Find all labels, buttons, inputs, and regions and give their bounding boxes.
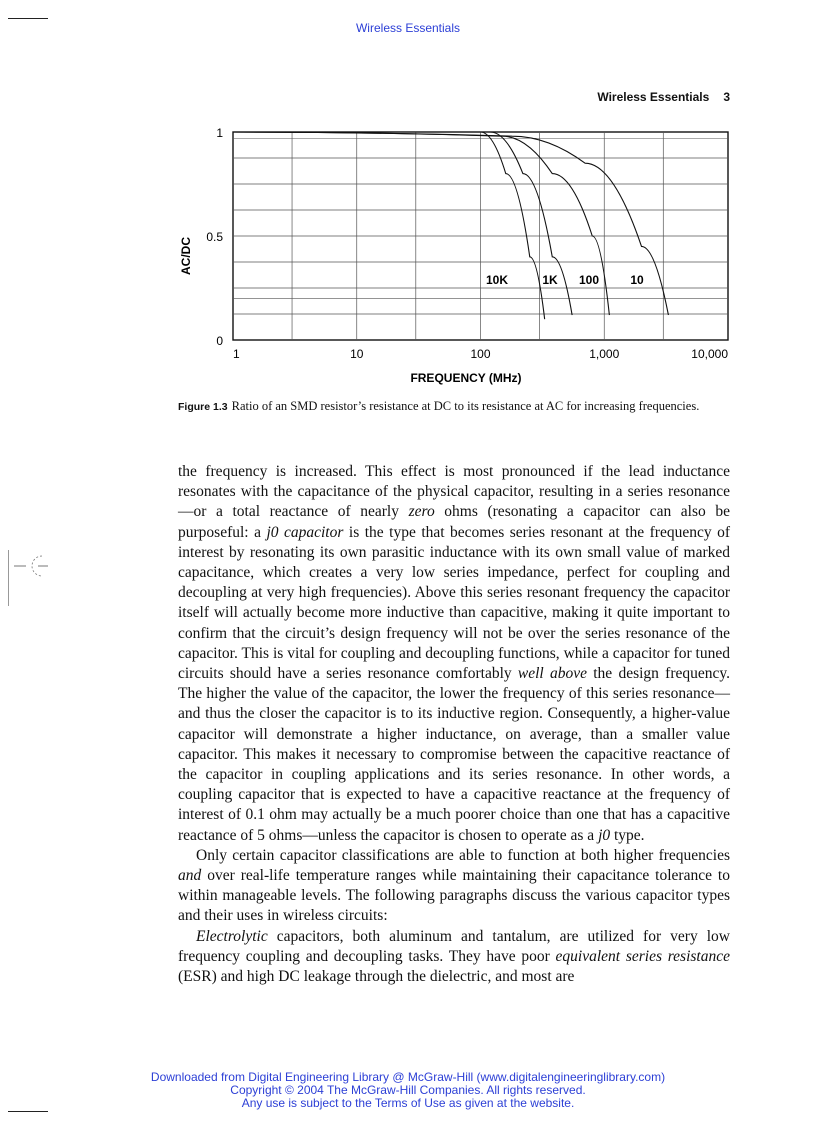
crop-mark-bottom-left (8, 1111, 48, 1112)
figure-caption (178, 400, 708, 414)
x-tick-label: 10,000 (691, 347, 728, 361)
paragraph-3 (178, 927, 730, 988)
p2-emph-and: and (178, 867, 202, 885)
registration-mark (8, 550, 58, 610)
running-head (597, 90, 730, 104)
p3-text-2: (ESR) and high DC leakage through the dielectric, and most are (178, 968, 575, 986)
curve-label-1k: 1K (542, 272, 558, 287)
y-tick-label: 0 (216, 334, 223, 348)
series-line-1k (233, 132, 572, 315)
footer (0, 1071, 816, 1110)
x-tick-label: 100 (470, 347, 491, 361)
p3-text-1: capacitors, both aluminum and tantalum, are utilized for very low frequency coupling and decoupling tasks. They have poor (178, 927, 730, 965)
p1-emph-zero: zero (408, 503, 435, 521)
running-head-title: Wireless Essentials (597, 90, 710, 104)
y-tick-label: 1 (216, 126, 223, 140)
footer-terms[interactable]: Any use is subject to the Terms of Use as given at the website. (241, 1096, 575, 1110)
paragraph-1 (178, 462, 730, 846)
p3-emph-electrolytic: Electrolytic (196, 927, 268, 945)
chart-svg (0, 120, 816, 400)
footer-download-link[interactable]: Downloaded from Digital Engineering Library @ McGraw-Hill (www.digitalengineeringlibrary.com) (150, 1070, 666, 1084)
figure-1-3 (0, 120, 816, 400)
p1-emph-well-above: well above (517, 665, 587, 683)
footer-copyright: Copyright © 2004 The McGraw-Hill Companies. All rights reserved. (230, 1083, 586, 1097)
p2-text-1: Only certain capacitor classifications are able to function at both higher frequencies (196, 846, 730, 864)
x-tick-label: 10 (350, 347, 364, 361)
p2-text-2: over real-life temperature ranges while maintaining their capacitance tolerance to within manageable levels. The following paragraphs discuss the various capacitor types and their uses in wireless circuits: (178, 867, 730, 925)
paragraph-2 (178, 846, 730, 927)
x-tick-label: 1,000 (589, 347, 620, 361)
p3-emph-esr: equivalent series resistance (555, 947, 730, 965)
p1-text-4: the design frequency. The higher the value of the capacitor, the lower the frequency of this series resonance—and thus the closer the capacitor is to its inductive region. Consequently, a higher-value capacitor will demonstrate a higher inductance, on average, than a smaller value capacitor. This makes it necessary to compromise between the capacitive reactance of the capacitor in coupling applications and its series resonance. In other words, a coupling capacitor that is expected to have a capacitive reactance at the frequency of interest of 0.1 ohm may actually be a much poorer choice than one that has a capacitive reactance of 5 ohms—unless the capacitor is chosen to operate as a (178, 665, 730, 844)
curve-label-100: 100 (578, 272, 600, 287)
p1-text-5: type. (610, 826, 645, 844)
x-tick-label: 1 (233, 347, 240, 361)
series-line-10 (233, 132, 668, 315)
p1-text-1: the frequency is increased. This effect is most pronounced if the lead inductance resonates with the capacitance of the physical capacitor, resulting in a series resonance—or a total reactance of nearly (178, 463, 730, 521)
figure-caption-text: Ratio of an SMD resistor’s resistance at DC to its resistance at AC for increasing frequencies. (231, 399, 700, 413)
body-text (178, 462, 730, 987)
crop-mark-top-left (8, 18, 48, 19)
top-title-link[interactable]: Wireless Essentials (355, 21, 461, 35)
curve-label-10k: 10K (485, 272, 509, 287)
y-axis-title: AC/DC (179, 237, 193, 275)
p1-text-3: is the type that becomes series resonant at the frequency of interest by resonating its own parasitic inductance with its own small value of marked capacitance, which creates a very low series impedance, perfect for coupling and decoupling at very high frequencies). Above this series resonant frequency the capacitor itself will actually become more inductive than capacitive, making it quite important to confirm that the circuit’s design frequency will not be over the series resonance of the capacitor. This is vital for coupling and decoupling functions, while a capacitor for tuned circuits should have a series resonance comfortably (178, 523, 730, 683)
figure-label: Figure 1.3 (178, 401, 228, 413)
x-axis-title: FREQUENCY (MHz) (410, 371, 522, 385)
y-tick-label: 0.5 (206, 230, 223, 244)
series-line-10k (233, 132, 545, 319)
curve-label-10: 10 (630, 272, 644, 287)
page-number: 3 (723, 90, 730, 104)
p1-text-2: ohms (resonating a capacitor can also be purposeful: a (178, 503, 730, 541)
p1-emph-j0: j0 (598, 826, 611, 844)
series-line-100 (233, 132, 609, 315)
p1-emph-j0-capacitor: j0 capacitor (266, 523, 344, 541)
